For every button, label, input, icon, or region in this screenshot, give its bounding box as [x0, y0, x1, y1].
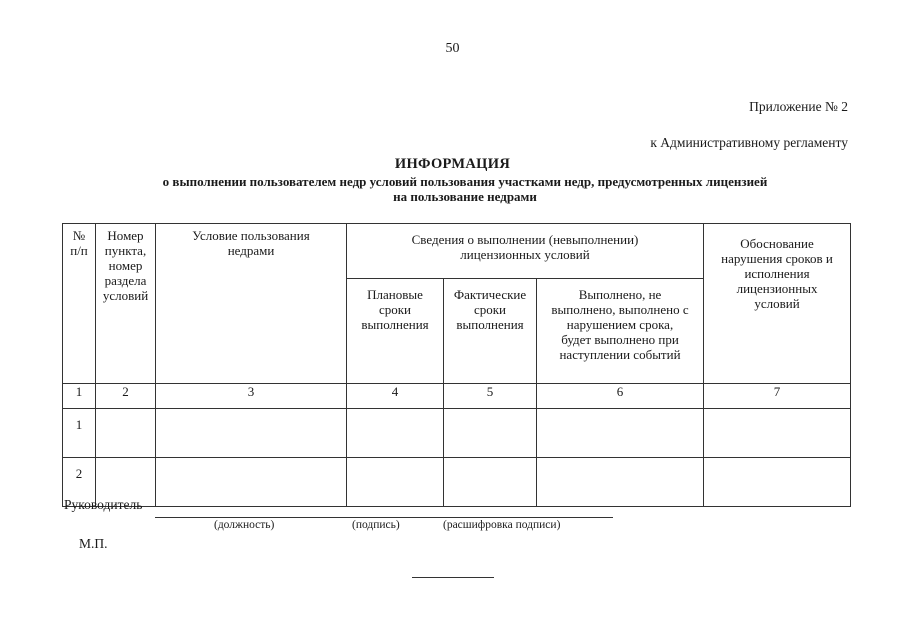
header-text: сроки	[378, 302, 412, 317]
stamp-label: М.П.	[79, 536, 108, 551]
header-text: лицензионных условий	[460, 247, 590, 262]
header-text: нарушением срока,	[566, 317, 674, 332]
header-status	[537, 279, 704, 384]
header-text: сроки	[473, 302, 507, 317]
column-number: 3	[156, 384, 347, 409]
header-text: №	[72, 228, 86, 243]
signatory-label: Руководитель	[64, 497, 143, 512]
caption-position: (должность)	[214, 519, 275, 531]
header-justification	[704, 224, 851, 384]
table-cell[interactable]	[537, 409, 704, 458]
header-text: нарушения сроков и	[721, 251, 833, 266]
table-cell[interactable]	[444, 409, 537, 458]
header-text: Выполнено, не	[578, 287, 662, 302]
document-subtitle	[80, 174, 850, 204]
table-row	[63, 458, 851, 507]
header-clause-number	[96, 224, 156, 384]
header-text: будет выполнено при	[561, 332, 679, 347]
table-cell[interactable]	[347, 458, 444, 507]
table-cell[interactable]	[156, 458, 347, 507]
header-text: Сведения о выполнении (невыполнении)	[411, 232, 639, 247]
table-row	[63, 409, 851, 458]
header-text: наступлении событий	[559, 347, 681, 362]
header-text: недрами	[227, 243, 275, 258]
caption-signature: (подпись)	[352, 519, 400, 531]
row-number: 2	[63, 458, 96, 507]
table-cell[interactable]	[537, 458, 704, 507]
header-text: Номер	[107, 228, 144, 243]
column-number: 6	[537, 384, 704, 409]
header-text: пункта,	[104, 243, 147, 258]
header-text: Фактические	[453, 287, 527, 302]
table-cell[interactable]	[704, 409, 851, 458]
header-text: Условие пользования	[192, 228, 310, 243]
header-text: условий	[754, 296, 800, 311]
info-table	[62, 223, 851, 507]
header-text: выполнения	[456, 317, 524, 332]
reglament-label: к Административному регламенту	[650, 135, 848, 150]
column-number: 1	[63, 384, 96, 409]
header-text: исполнения	[744, 266, 810, 281]
column-number: 7	[704, 384, 851, 409]
header-text: условий	[102, 288, 149, 303]
row-number: 1	[63, 409, 96, 458]
header-text: Плановые	[367, 287, 423, 302]
subtitle-line: о выполнении пользователем недр условий пользования участками недр, предусмотренных лицензией	[162, 174, 768, 189]
page-number: 50	[445, 41, 460, 56]
header-text: раздела	[104, 273, 147, 288]
header-planned-dates	[347, 279, 444, 384]
subtitle-line: на пользование недрами	[393, 189, 537, 204]
header-text: выполнения	[361, 317, 429, 332]
header-actual-dates	[444, 279, 537, 384]
table-cell[interactable]	[156, 409, 347, 458]
table-cell[interactable]	[704, 458, 851, 507]
header-text: номер	[108, 258, 143, 273]
end-divider	[412, 577, 494, 578]
header-text: лицензионных	[736, 281, 818, 296]
signature-line	[155, 517, 613, 518]
table-cell[interactable]	[96, 409, 156, 458]
caption-decode: (расшифровка подписи)	[443, 519, 561, 531]
header-text: п/п	[70, 243, 88, 258]
column-number: 5	[444, 384, 537, 409]
header-text: выполнено, выполнено с	[551, 302, 689, 317]
appendix-label: Приложение № 2	[749, 99, 848, 114]
column-number: 4	[347, 384, 444, 409]
header-text: Обоснование	[740, 236, 814, 251]
table-cell[interactable]	[444, 458, 537, 507]
document-title: ИНФОРМАЦИЯ	[394, 156, 511, 172]
column-number: 2	[96, 384, 156, 409]
header-condition	[156, 224, 347, 384]
table-cell[interactable]	[347, 409, 444, 458]
header-fulfillment-group	[347, 224, 704, 279]
header-number	[63, 224, 96, 384]
